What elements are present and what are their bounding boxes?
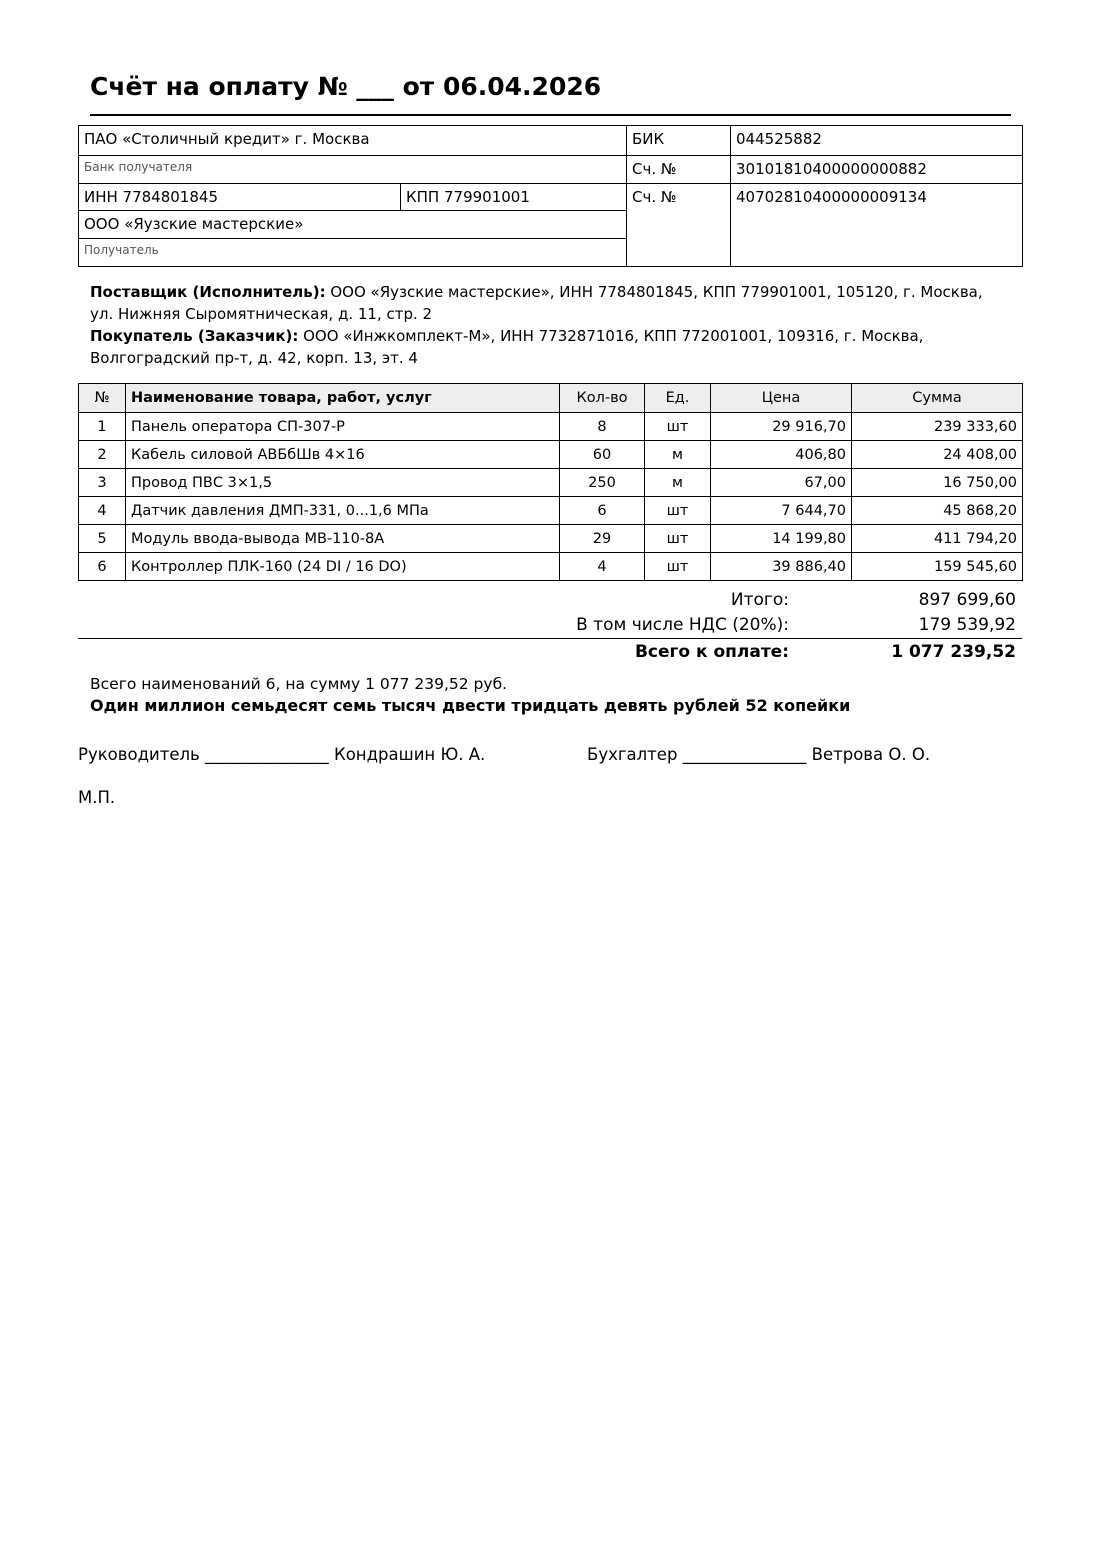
recipient-kpp: КПП 779901001 <box>401 184 627 211</box>
row-sum: 16 750,00 <box>852 469 1023 497</box>
col-header-number: № <box>79 384 126 413</box>
row-name: Кабель силовой АВБбШв 4×16 <box>126 441 560 469</box>
grand-total-value: 1 077 239,52 <box>891 642 1016 662</box>
row-qty: 4 <box>560 553 645 581</box>
bank-name: ПАО «Столичный кредит» г. Москва <box>79 126 627 156</box>
table-row <box>79 553 1023 581</box>
row-sum: 159 545,60 <box>852 553 1023 581</box>
account-value: 40702810400000009134 <box>731 184 1023 267</box>
recipient-caption: Получатель <box>79 239 627 267</box>
row-name: Контроллер ПЛК-160 (24 DI / 16 DO) <box>126 553 560 581</box>
row-sum: 24 408,00 <box>852 441 1023 469</box>
supplier-text: ООО «Яузские мастерские», ИНН 7784801845, КПП 779901001, 105120, г. Москва, ул. Нижняя Сыромятническая, д. 11, стр. 2 <box>90 283 983 323</box>
row-unit: шт <box>645 525 711 553</box>
row-price: 7 644,70 <box>711 497 852 525</box>
row-number: 6 <box>79 553 126 581</box>
amount-in-words: Один миллион семьдесят семь тысяч двести тридцать девять рублей 52 копейки <box>90 696 851 715</box>
row-qty: 8 <box>560 413 645 441</box>
row-price: 39 886,40 <box>711 553 852 581</box>
table-row <box>79 413 1023 441</box>
row-qty: 60 <box>560 441 645 469</box>
subtotal-value: 897 699,60 <box>918 590 1016 610</box>
row-name: Панель оператора СП-307-Р <box>126 413 560 441</box>
summary-block <box>90 674 850 716</box>
col-header-price: Цена <box>711 384 852 413</box>
row-sum: 45 868,20 <box>852 497 1023 525</box>
buyer-text: ООО «Инжкомплект-М», ИНН 7732871016, КПП 772001001, 109316, г. Москва, Волгоградский пр-т, д. 42, корп. 13, эт. 4 <box>90 327 924 367</box>
bik-value: 044525882 <box>731 126 1023 156</box>
account-label: Сч. № <box>627 184 731 267</box>
row-qty: 6 <box>560 497 645 525</box>
director-signature: Руководитель _______________ Кондрашин Ю. А. <box>78 745 486 764</box>
vat-value: 179 539,92 <box>918 615 1016 635</box>
bik-label: БИК <box>627 126 731 156</box>
row-number: 1 <box>79 413 126 441</box>
row-price: 29 916,70 <box>711 413 852 441</box>
buyer-line <box>90 326 990 369</box>
col-header-name: Наименование товара, работ, услуг <box>126 384 560 413</box>
vat-label: В том числе НДС (20%): <box>576 615 789 635</box>
table-row <box>79 525 1023 553</box>
vat-row <box>78 613 1022 638</box>
recipient-inn: ИНН 7784801845 <box>79 184 401 211</box>
grand-total-label: Всего к оплате: <box>634 642 789 662</box>
row-unit: м <box>645 441 711 469</box>
supplier-label: Поставщик (Исполнитель): <box>90 283 326 301</box>
buyer-label: Покупатель (Заказчик): <box>90 327 299 345</box>
row-unit: шт <box>645 413 711 441</box>
col-header-unit: Ед. <box>645 384 711 413</box>
items-header-row <box>79 384 1023 413</box>
row-number: 4 <box>79 497 126 525</box>
row-qty: 250 <box>560 469 645 497</box>
bank-details-table <box>78 125 1023 267</box>
stamp-place: М.П. <box>78 788 116 807</box>
row-number: 5 <box>79 525 126 553</box>
invoice-title: Счёт на оплату № ___ от 06.04.2026 <box>90 72 602 101</box>
items-count-line: Всего наименований 6, на сумму 1 077 239,52 руб. <box>90 675 508 693</box>
row-unit: шт <box>645 553 711 581</box>
row-name: Провод ПВС 3×1,5 <box>126 469 560 497</box>
col-header-sum: Сумма <box>852 384 1023 413</box>
row-qty: 29 <box>560 525 645 553</box>
row-unit: м <box>645 469 711 497</box>
row-price: 67,00 <box>711 469 852 497</box>
parties-block <box>90 282 990 370</box>
items-table <box>78 383 1023 581</box>
recipient-name: ООО «Яузские мастерские» <box>79 211 627 239</box>
title-divider <box>90 114 1011 116</box>
row-sum: 411 794,20 <box>852 525 1023 553</box>
row-name: Модуль ввода-вывода МВ-110-8А <box>126 525 560 553</box>
accountant-signature: Бухгалтер _______________ Ветрова О. О. <box>587 745 931 764</box>
bank-caption: Банк получателя <box>79 156 627 184</box>
row-price: 14 199,80 <box>711 525 852 553</box>
row-sum: 239 333,60 <box>852 413 1023 441</box>
subtotal-label: Итого: <box>730 590 789 610</box>
col-header-qty: Кол-во <box>560 384 645 413</box>
table-row <box>79 497 1023 525</box>
subtotal-row <box>78 588 1022 613</box>
row-number: 2 <box>79 441 126 469</box>
row-unit: шт <box>645 497 711 525</box>
corr-account-value: 30101810400000000882 <box>731 156 1023 184</box>
table-row <box>79 469 1023 497</box>
row-number: 3 <box>79 469 126 497</box>
table-row <box>79 441 1023 469</box>
grand-total-row <box>78 638 1022 664</box>
totals-block <box>78 588 1022 664</box>
row-name: Датчик давления ДМП-331, 0...1,6 МПа <box>126 497 560 525</box>
corr-account-label: Сч. № <box>627 156 731 184</box>
row-price: 406,80 <box>711 441 852 469</box>
supplier-line <box>90 282 990 325</box>
